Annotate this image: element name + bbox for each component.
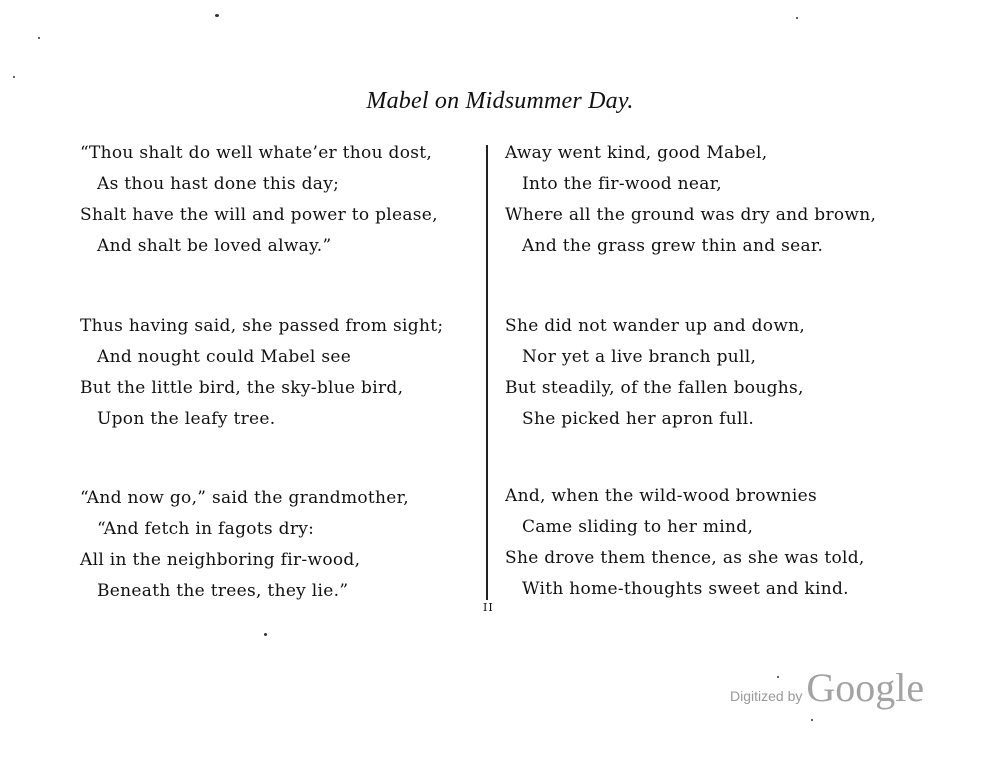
verse-line: And the grass grew thin and sear. — [522, 236, 824, 256]
poem-title: Mabel on Midsummer Day. — [366, 88, 634, 114]
verse-line: She drove them thence, as she was told, — [505, 548, 865, 568]
verse-line: Upon the leafy tree. — [97, 409, 276, 429]
scan-speck — [13, 76, 15, 78]
google-watermark — [730, 664, 924, 711]
verse-line: She picked her apron full. — [522, 409, 755, 429]
verse-line: And shalt be loved alway.” — [97, 236, 332, 256]
verse-line: She did not wander up and down, — [505, 316, 806, 336]
verse-line: But the little bird, the sky-blue bird, — [80, 378, 404, 398]
verse-line: Shalt have the will and power to please, — [80, 205, 438, 225]
verse-line: “And now go,” said the grandmother, — [80, 488, 409, 508]
verse-line: “Thou shalt do well whate’er thou dost, — [80, 143, 433, 163]
scan-speck — [38, 37, 40, 39]
watermark-prefix: Digitized by — [730, 688, 803, 704]
verse-line: Thus having said, she passed from sight; — [80, 316, 444, 336]
scan-speck — [215, 14, 219, 17]
verse-line: Came sliding to her mind, — [522, 517, 754, 537]
verse-line: With home-thoughts sweet and kind. — [522, 579, 849, 599]
verse-line: But steadily, of the fallen boughs, — [505, 378, 804, 398]
column-divider — [486, 145, 488, 600]
verse-line: Away went kind, good Mabel, — [505, 143, 768, 163]
verse-line: Beneath the trees, they lie.” — [97, 581, 349, 601]
verse-line: “And fetch in fagots dry: — [97, 519, 315, 539]
verse-line: All in the neighboring fir-wood, — [80, 550, 361, 570]
scan-speck — [264, 633, 267, 636]
verse-line: And nought could Mabel see — [97, 347, 352, 367]
scan-speck — [811, 719, 813, 721]
verse-line: Nor yet a live branch pull, — [522, 347, 757, 367]
divider-mark: II — [483, 601, 494, 614]
scan-speck — [796, 17, 798, 19]
google-logo: Google — [806, 665, 925, 710]
verse-line: And, when the wild-wood brownies — [505, 486, 817, 506]
verse-line: As thou hast done this day; — [97, 174, 340, 194]
verse-line: Where all the ground was dry and brown, — [505, 205, 877, 225]
verse-line: Into the fir-wood near, — [522, 174, 722, 194]
